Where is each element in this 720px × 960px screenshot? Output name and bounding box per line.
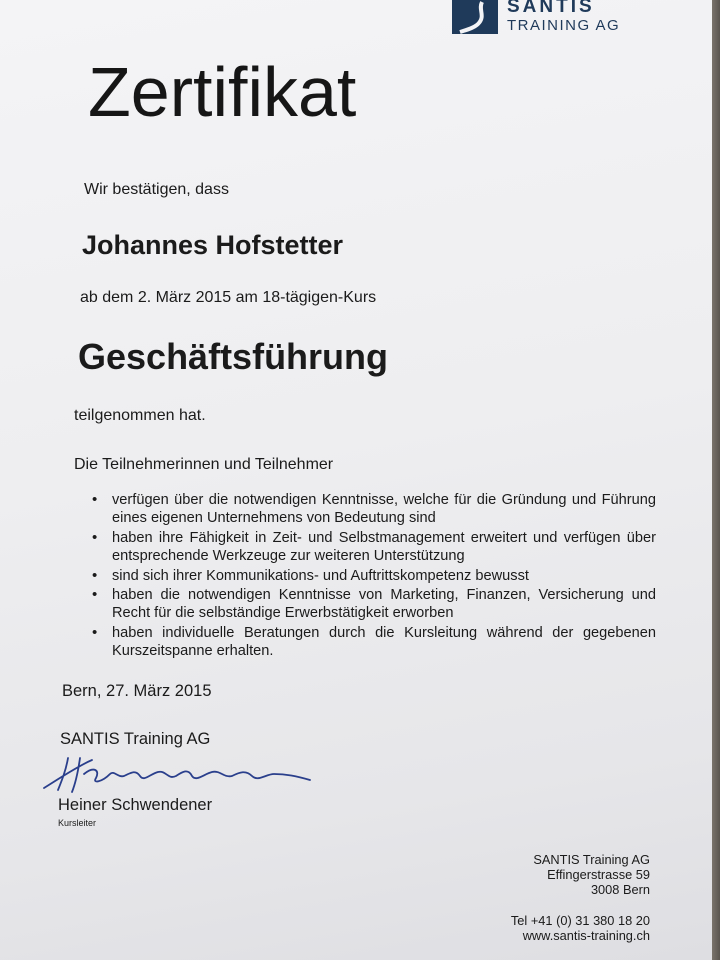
address-company: SANTIS Training AG bbox=[533, 852, 650, 867]
signatory-org: SANTIS Training AG bbox=[60, 730, 211, 748]
course-line: ab dem 2. März 2015 am 18-tägigen-Kurs bbox=[80, 289, 377, 306]
participant-name: Johannes Hofstetter bbox=[82, 230, 344, 260]
logo-brand: SANTIS bbox=[507, 0, 595, 17]
signer-name: Heiner Schwendener bbox=[58, 796, 213, 814]
logo-sub: TRAINING AG bbox=[507, 17, 621, 34]
participated-line: teilgenommen hat. bbox=[74, 407, 206, 424]
handwritten-signature bbox=[40, 748, 330, 803]
list-item: • sind sich ihrer Kommunikations- und Auftrittskompetenz bewusst bbox=[90, 567, 656, 585]
document-title: Zertifikat bbox=[88, 53, 357, 131]
company-address bbox=[533, 852, 650, 897]
outcomes-list bbox=[90, 491, 656, 662]
confirm-line: Wir bestätigen, dass bbox=[84, 181, 229, 198]
address-street: Effingerstrasse 59 bbox=[547, 867, 650, 882]
place-date: Bern, 27. März 2015 bbox=[62, 682, 212, 700]
contact-website: www.santis-training.ch bbox=[522, 928, 650, 943]
list-item: • haben die notwendigen Kenntnisse von Marketing, Finanzen, Versicherung und Recht für die selbständige Erwerbstätigkeit erworben bbox=[90, 586, 656, 623]
list-item: • verfügen über die notwendigen Kenntnisse, welche für die Gründung und Führung eines eigenen Unternehmens von Bedeutung sind bbox=[90, 491, 656, 528]
background-edge bbox=[712, 0, 720, 960]
participants-intro: Die Teilnehmerinnen und Teilnehmer bbox=[74, 456, 334, 473]
address-city: 3008 Bern bbox=[590, 882, 650, 897]
signer-role: Kursleiter bbox=[58, 818, 97, 828]
company-logo bbox=[452, 0, 662, 38]
company-contact bbox=[511, 913, 650, 943]
list-item: • haben ihre Fähigkeit in Zeit- und Selbstmanagement erweitert und verfügen über entsprechende Werkzeuge zur weiteren Unterstützung bbox=[90, 529, 656, 566]
list-item: • haben individuelle Beratungen durch die Kursleitung während der gegebenen Kurszeitspanne erhalten. bbox=[90, 624, 656, 661]
santis-logo-mark-icon bbox=[452, 0, 498, 34]
course-name: Geschäftsführung bbox=[78, 336, 389, 377]
contact-phone: Tel +41 (0) 31 380 18 20 bbox=[510, 913, 650, 928]
